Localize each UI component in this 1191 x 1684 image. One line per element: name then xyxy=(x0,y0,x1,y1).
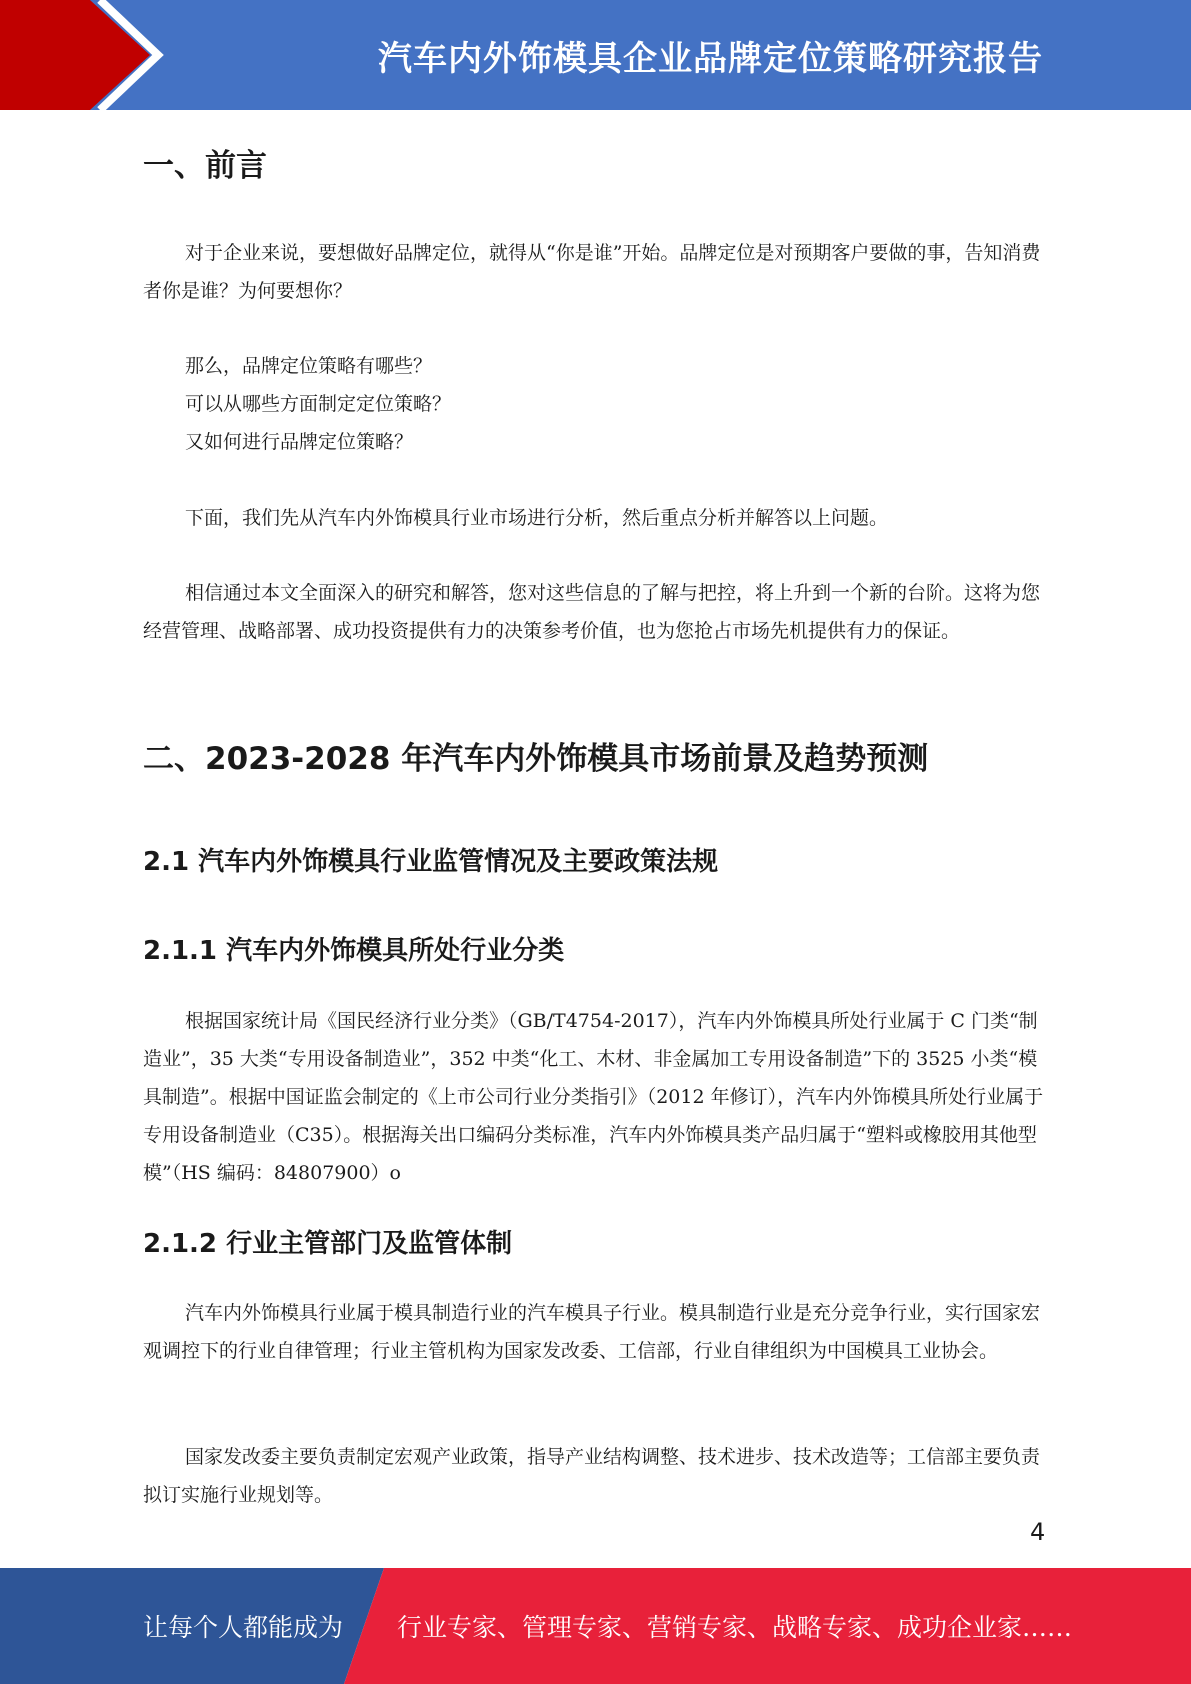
section-2-1-1-heading: 2.1.1 汽车内外饰模具所处行业分类 xyxy=(143,936,565,966)
section-2-1-heading: 2.1 汽车内外饰模具行业监管情况及主要政策法规 xyxy=(143,847,719,877)
preface-question-1: 那么，品牌定位策略有哪些？ xyxy=(185,355,433,377)
preface-question-3: 又如何进行品牌定位策略？ xyxy=(185,431,414,453)
footer-slogan-right: 行业专家、管理专家、营销专家、战略专家、成功企业家…… xyxy=(397,1613,1073,1642)
preface-question-2: 可以从哪些方面制定定位策略？ xyxy=(185,393,452,415)
preface-paragraph-1: 对于企业来说，要想做好品牌定位，就得从“你是谁”开始。品牌定位是对预期客户要做的事，告知消费者你是谁？为何要想你？ xyxy=(143,242,1041,302)
header-band xyxy=(0,0,1191,110)
preface-paragraph-3: 相信通过本文全面深入的研究和解答，您对这些信息的了解与把控，将上升到一个新的台阶。这将为您经营管理、战略部署、成功投资提供有力的决策参考价值，也为您抢占市场先机提供有力的保证。 xyxy=(143,582,1041,642)
section-2-1-2-paragraph-1: 汽车内外饰模具行业属于模具制造行业的汽车模具子行业。模具制造行业是充分竞争行业，实行国家宏观调控下的行业自律管理；行业主管机构为国家发改委、工信部，行业自律组织为中国模具工业协会。 xyxy=(143,1302,1041,1362)
section-2-1-1-paragraph: 根据国家统计局《国民经济行业分类》（GB/T4754-2017），汽车内外饰模具所处行业属于 C 门类“制造业”，35 大类“专用设备制造业”，352 中类“化工、木材、非金属加工专用设备制造”下的 3525 小类“模具制造”。根据中国证监会制定的《上市公司行业分类指引》（2012 年修订），汽车内外饰模具所处行业属于专用设备制造业（C35）。根据海关出口编码分类标准，汽车内外饰模具类产品归属于“塑料或橡胶用其他型模”（HS 编码：84807900）o xyxy=(143,1010,1044,1184)
preface-heading: 一、前言 xyxy=(143,148,267,184)
report-title: 汽车内外饰模具企业品牌定位策略研究报告 xyxy=(378,38,1043,79)
header-arrow-decoration xyxy=(0,0,230,110)
preface-paragraph-2: 下面，我们先从汽车内外饰模具行业市场进行分析，然后重点分析并解答以上问题。 xyxy=(185,507,889,529)
section-2-1-2-heading: 2.1.2 行业主管部门及监管体制 xyxy=(143,1229,513,1259)
forecast-heading: 二、2023-2028 年汽车内外饰模具市场前景及趋势预测 xyxy=(143,741,929,777)
section-2-1-2-paragraph-2: 国家发改委主要负责制定宏观产业政策，指导产业结构调整、技术进步、技术改造等；工信部主要负责拟订实施行业规划等。 xyxy=(143,1446,1041,1506)
page-number: 4 xyxy=(1030,1518,1046,1546)
footer-band xyxy=(0,1568,1191,1684)
footer-slogan-left: 让每个人都能成为 xyxy=(143,1613,344,1642)
